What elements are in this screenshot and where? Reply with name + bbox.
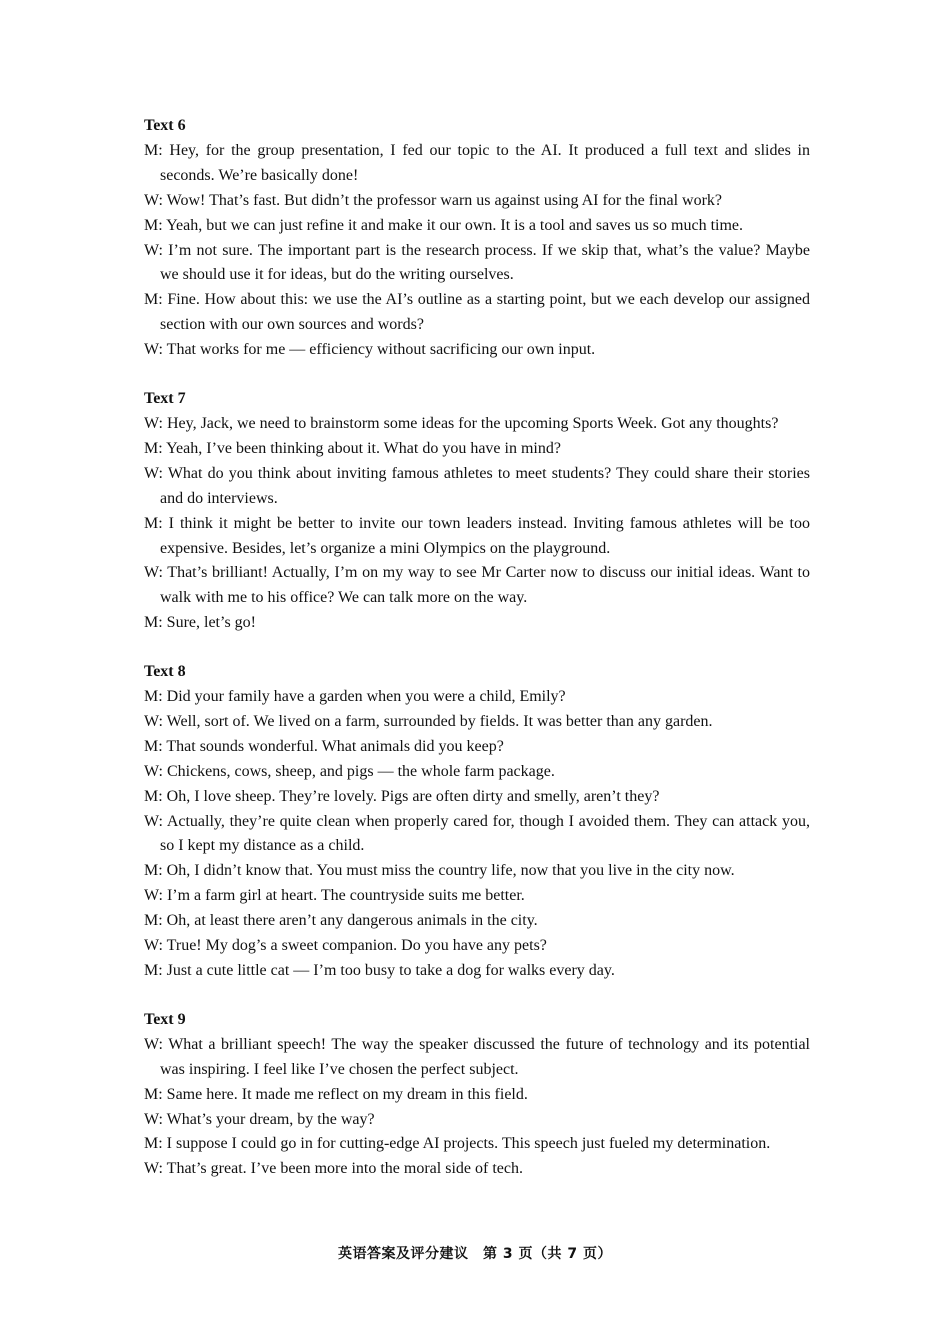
dialogue-line: M: Yeah, but we can just refine it and make it our own. It is a tool and saves us so much time.	[144, 216, 744, 234]
page-footer: 英语答案及评分建议 第 3 页（共 7 页）	[338, 1246, 612, 1262]
dialogue-section	[144, 1008, 810, 1182]
dialogue-line: M: Fine. How about this: we use the AI’s outline as a starting point, but we each develop our assigned section with our own sources and words?	[144, 291, 810, 334]
dialogue-line: W: Well, sort of. We lived on a farm, surrounded by fields. It was better than any garden.	[144, 712, 713, 730]
dialogue-section	[144, 114, 810, 363]
document-body	[144, 114, 810, 1206]
dialogue-line: W: What a brilliant speech! The way the speaker discussed the future of technology and its potential was inspiring. I feel like I’ve chosen the perfect subject.	[144, 1035, 810, 1078]
section-title: Text 9	[144, 1010, 186, 1028]
dialogue-line: W: That’s great. I’ve been more into the moral side of tech.	[144, 1160, 523, 1178]
dialogue-line: W: Actually, they’re quite clean when properly cared for, though I avoided them. They can attack you, so I kept my distance as a child.	[144, 812, 810, 855]
dialogue-line: M: Same here. It made me reflect on my dream in this field.	[144, 1085, 528, 1103]
dialogue-line: M: Oh, at least there aren’t any dangerous animals in the city.	[144, 912, 538, 930]
dialogue-line: W: True! My dog’s a sweet companion. Do you have any pets?	[144, 937, 547, 955]
dialogue-line: W: I’m not sure. The important part is the research process. If we skip that, what’s the value? Maybe we should use it for ideas, but do the writing ourselves.	[144, 241, 810, 284]
dialogue-line: M: That sounds wonderful. What animals did you keep?	[144, 737, 504, 755]
dialogue-line: M: Hey, for the group presentation, I fed our topic to the AI. It produced a full text and slides in seconds. We’re basically done!	[144, 141, 810, 184]
dialogue-line: W: Hey, Jack, we need to brainstorm some ideas for the upcoming Sports Week. Got any thoughts?	[144, 414, 779, 432]
dialogue-line: M: Oh, I love sheep. They’re lovely. Pigs are often dirty and smelly, aren’t they?	[144, 787, 660, 805]
dialogue-line: M: Just a cute little cat — I’m too busy to take a dog for walks every day.	[144, 962, 615, 979]
section-title: Text 7	[144, 390, 186, 408]
dialogue-line: W: That works for me — efficiency without sacrificing our own input.	[144, 341, 596, 359]
dialogue-line: W: What’s your dream, by the way?	[144, 1110, 375, 1128]
section-title: Text 8	[144, 663, 186, 681]
section-title: Text 6	[144, 117, 186, 134]
dialogue-line: M: Yeah, I’ve been thinking about it. What do you have in mind?	[144, 439, 561, 457]
dialogue-line: W: That’s brilliant! Actually, I’m on my way to see Mr Carter now to discuss our initial ideas. Want to walk with me to his office? We can talk more on the way.	[144, 564, 810, 607]
dialogue-line: M: Oh, I didn’t know that. You must miss the country life, now that you live in the city now.	[144, 862, 735, 880]
dialogue-line: M: I suppose I could go in for cutting-edge AI projects. This speech just fueled my determination.	[144, 1135, 771, 1153]
dialogue-line: W: What do you think about inviting famous athletes to meet students? They could share their stories and do interviews.	[144, 464, 810, 507]
dialogue-section	[144, 387, 810, 636]
dialogue-line: W: Chickens, cows, sheep, and pigs — the whole farm package.	[144, 762, 555, 780]
dialogue-line: M: Sure, let’s go!	[144, 614, 256, 632]
dialogue-line: M: Did your family have a garden when you were a child, Emily?	[144, 688, 566, 706]
dialogue-line: W: I’m a farm girl at heart. The countryside suits me better.	[144, 887, 525, 905]
dialogue-line: M: I think it might be better to invite our town leaders instead. Inviting famous athletes will be too expensive. Besides, let’s organize a mini Olympics on the playground.	[144, 514, 810, 557]
dialogue-line: W: Wow! That’s fast. But didn’t the professor warn us against using AI for the final work?	[144, 191, 723, 209]
dialogue-section	[144, 660, 810, 984]
